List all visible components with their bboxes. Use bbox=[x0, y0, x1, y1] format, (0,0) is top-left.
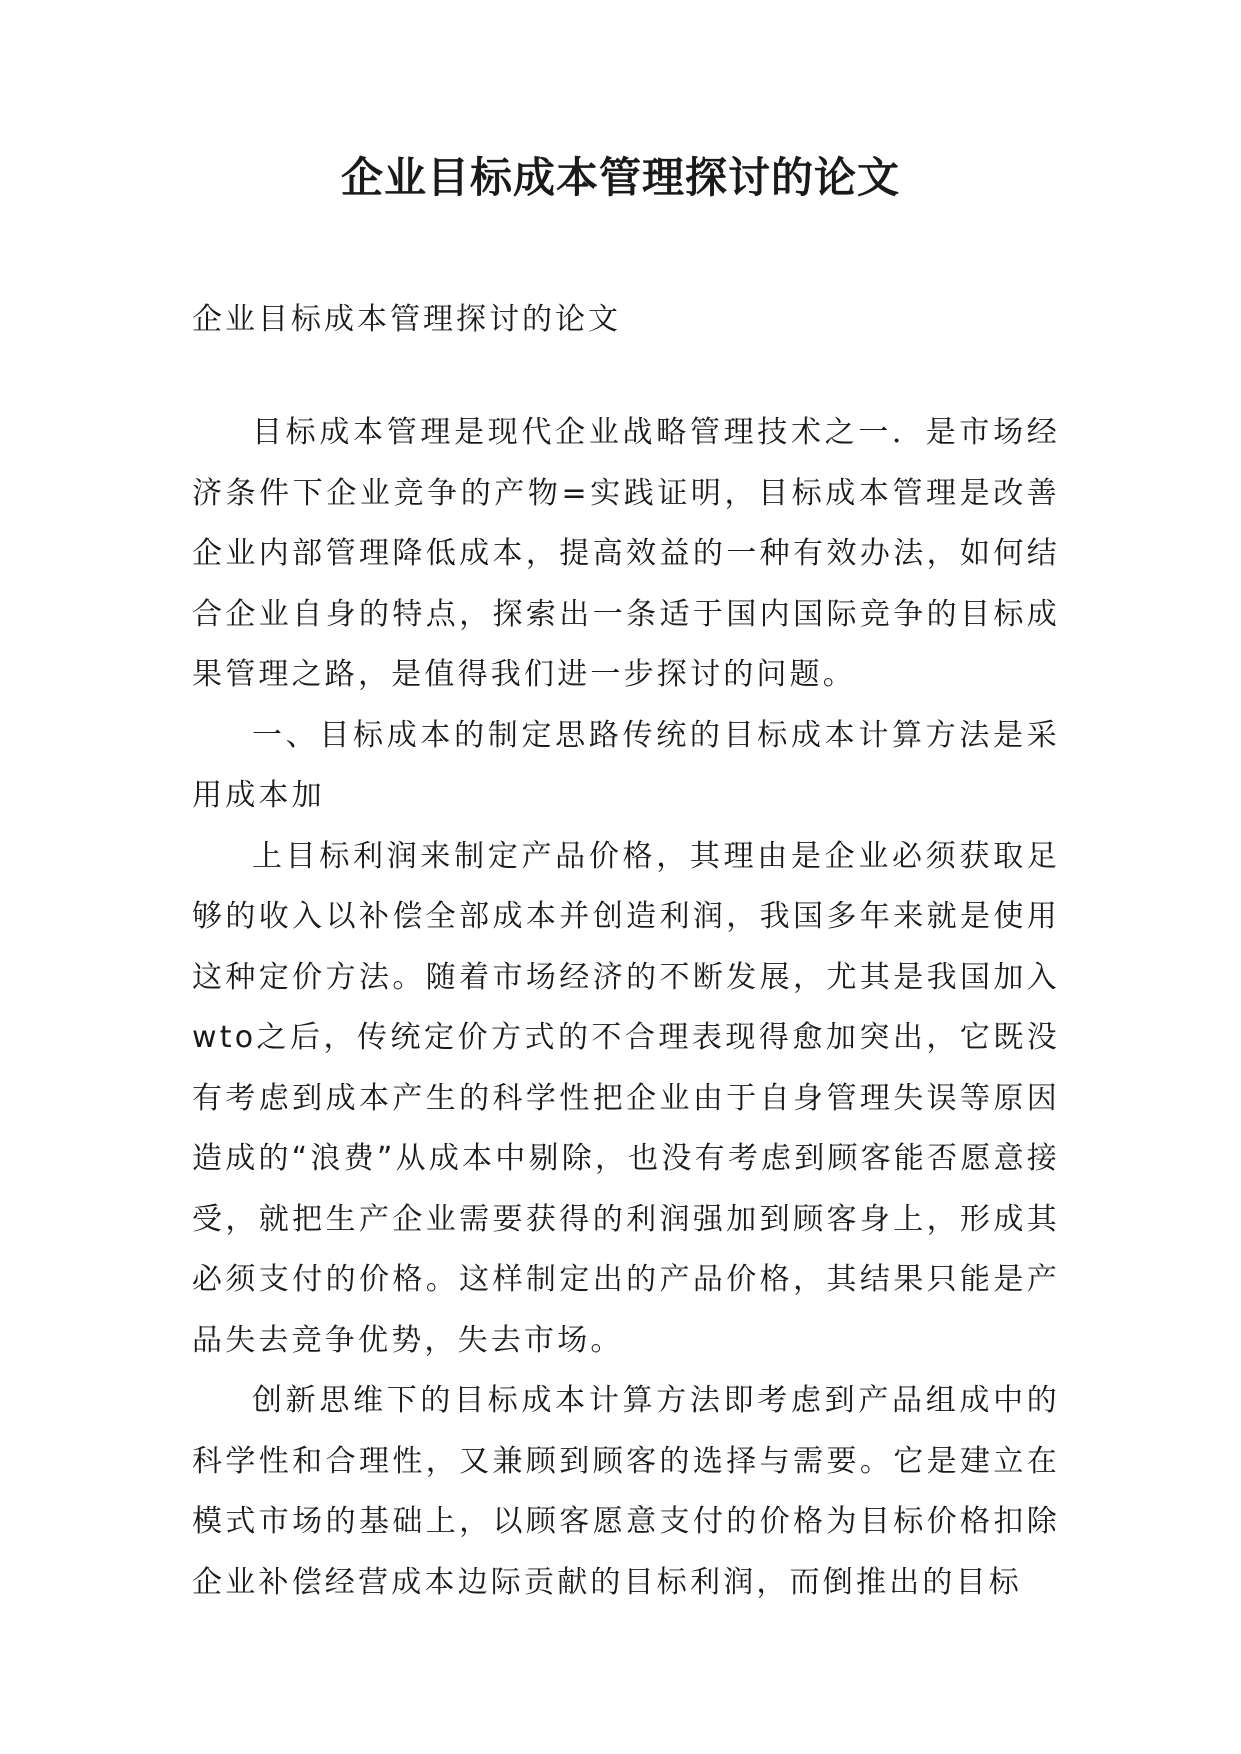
body-paragraph: 创新思维下的目标成本计算方法即考虑到产品组成中的科学性和合理性，又兼顾到顾客的选择与需要。它是建立在模式市场的基础上，以顾客愿意支付的价格为目标价格扣除企业补偿经营成本边际贡献的目标利润，而倒推出的目标 bbox=[192, 1383, 1060, 1600]
body-paragraph: 目标成本管理是现代企业战略管理技术之一．是市场经济条件下企业竞争的产物=实践证明，目标成本管理是改善企业内部管理降低成本，提高效益的一种有效办法，如何结合企业自身的特点，探索出一条适于国内国际竞争的目标成果管理之路，是值得我们进一步探讨的问题。 bbox=[192, 415, 1060, 692]
document-body bbox=[192, 403, 1060, 1613]
document-title: 企业目标成本管理探讨的论文 bbox=[340, 153, 900, 202]
body-paragraph: 上目标利润来制定产品价格，其理由是企业必须获取足够的收入以补偿全部成本并创造利润，我国多年来就是使用这种定价方法。随着市场经济的不断发展，尤其是我国加入wto之后，传统定价方式的不合理表现得愈加突出，它既没有考虑到成本产生的科学性把企业由于自身管理失误等原因造成的“浪费”从成本中剔除，也没有考虑到顾客能否愿意接受，就把生产企业需要获得的利润强加到顾客身上，形成其必须支付的价格。这样制定出的产品价格，其结果只能是产品失去竞争优势，失去市场。 bbox=[192, 838, 1060, 1358]
body-paragraph: 一、目标成本的制定思路传统的目标成本计算方法是采用成本加 bbox=[192, 717, 1060, 813]
document-subtitle: 企业目标成本管理探讨的论文 bbox=[192, 302, 621, 337]
